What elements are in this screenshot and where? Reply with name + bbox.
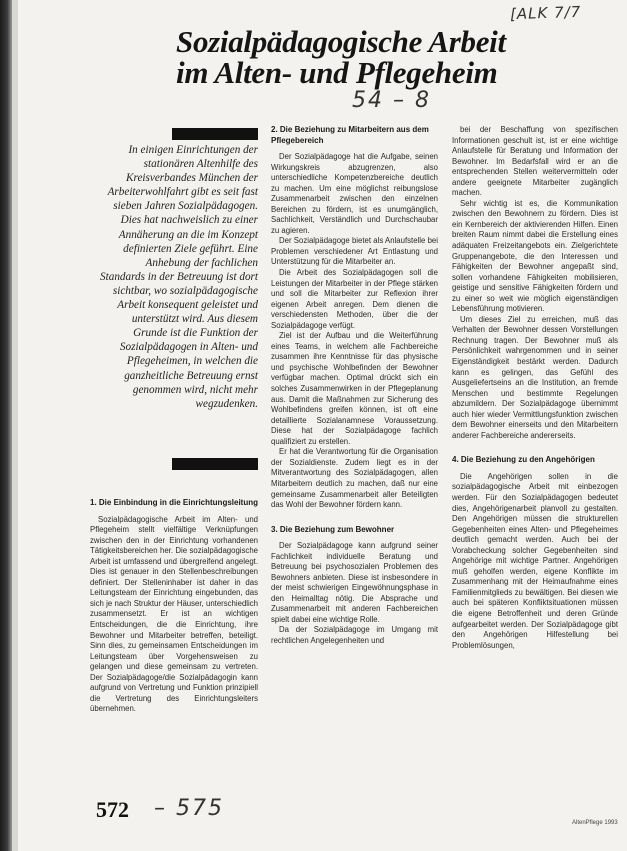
paragraph: Da der Sozialpädagoge im Umgang mit rechtlichen Angelegenheiten und: [271, 625, 438, 646]
section-heading-2: 2. Die Beziehung zu Mitarbeitern aus dem Pflegebereich: [271, 125, 429, 145]
paragraph: Die Arbeit des Sozialpädagogen soll die Leistungen der Mitarbeiter in der Pflege stärken und soll die Mitarbeiter zur Reflexion ihrer eigenen Arbeit anregen. Dem dienen die verschiedensten Methoden, über die der Sozialpädagoge verfügt.: [271, 268, 438, 330]
scan-edge: [0, 0, 12, 851]
column-2: [271, 125, 438, 647]
page-number: 572: [96, 797, 129, 822]
paragraph: Sozialpädagogische Arbeit im Alten- und Pflegeheim stellt vielfältige Verknüpfungen zwischen den in der Einrichtung vorhandenen Tätigkeitsbereichen her. Die sozialpädagogische Arbeit ist umfassend und übergreifend angelegt. Dies ist genauer in den Stellenbeschreibungen definiert. Der Stelleninhaber ist daher in das Leitungsteam der Einrichtung eingebunden, das sich je nach Struktur der Häuser, unterschiedlich zusammensetzt. Er ist an wichtigen Entscheidungen, die die Einrichtung, ihre Bewohner und Mitarbeiter betreffen, beteiligt. Sinn dies, zu gemeinsamen Entscheidungen im Leitungsteam über Vorgehensweisen zu gelangen und diese gemeinsam zu vertreten. Der Sozialpädagoge/die Sozialpädagogin kann aufgrund von Vertretung und Funktion prinzipiell die Vertretung des Einrichtungsleiters übernehmen.: [90, 514, 258, 714]
handwritten-note-top: [ALK 7/7: [509, 2, 582, 24]
paragraph: Die Angehörigen sollen in die sozialpädagogische Arbeit mit einbezogen werden. Für den Sozialpädagogen bedeutet dies, Angehörigenarbeit planvoll zu gestalten. Den Angehörigen müssen die strukturellen Gegebenheiten eines Alten- und Pflegeheimes deutlich gemacht werden. Auch bei der Vorabcheckung solcher Gegebenheiten sind Angehörige mit wichtige Partner. Angehörigen muß geholfen werden, eigene Konflikte im Zusammenhang mit der Heimaufnahme eines Familienmitglieds zu bewältigen. Bei diesen wie auch bei späteren Konfliktsituationen müssen die eigene Betroffenheit und deren Gründe aufgearbeitet werden. Der Sozialpädagoge gibt den Angehörigen Hilfestellung bei Problemlösungen,: [452, 471, 618, 650]
decorative-bar-top: [172, 128, 258, 140]
article-title: [176, 26, 616, 88]
paragraph: Der Sozialpädagoge kann aufgrund seiner Fachlichkeit individuelle Beratung und Betreuung bei psychosozialen Problemen des Bewohners anbieten. Diese ist insbesondere in der meist schwierigen Eingewöhnungsphase in den Heimalltag nötig. Die Absprache und Zusammenarbeit mit anderen Fachbereichen spielt dabei eine wichtige Rolle.: [271, 541, 438, 624]
paragraph: Er hat die Verantwortung für die Organisation der Sozialdienste. Zudem liegt es in der Mitverantwortung des Sozialpädagogen, allen Mitarbeitern deutlich zu machen, daß nur eine gemeinsame Zusammenarbeit aller Beteiligten das Wohl der Bewohner fördern kann.: [271, 447, 438, 510]
title-line-2: im Alten- und Pflegeheim: [176, 55, 498, 90]
column-1: [90, 498, 258, 715]
footer-source: AltenPflege 1993: [572, 820, 618, 826]
paragraph: Sehr wichtig ist es, die Kommunikation zwischen den Bewohnern zu fördern. Dies ist ein Kernbereich der aktivierenden Hilfen. Einen breiten Raum nimmt dabei die Erstellung eines adäquaten Freizeitangebots ein. Zielgerichtete Gruppenangebote, die den Interessen und Fähigkeiten der Bewohner angepaßt sind, sollen vorhandene Fähigkeiten mobilisieren, geistige und sensitive Fähigkeiten fördern und zu einer so weit wie möglich eigenständigen Lebensführung motivieren.: [452, 198, 618, 314]
decorative-bar-bottom: [172, 458, 258, 470]
paragraph: Der Sozialpädagoge hat die Aufgabe, seinen Wirkungskreis abzugrenzen, also unterschiedliche Kompetenzbereiche deutlich zu machen. Um eine möglichst reibungslose Zusammenarbeit zwischen den einzelnen Bereichen zu fördern, ist es unumgänglich, Sachlichkeit, Verständlich und Durchschaubar zu agieren.: [271, 152, 438, 235]
scan-edge-light: [12, 0, 18, 851]
paragraph: Ziel ist der Aufbau und die Weiterführung eines Teams, in welchem alle Fachbereiche zusammen ihre Kenntnisse für das physische und psychische Wohlbefinden der Bewohner verfügbar machen. Optimal drückt sich ein solches Zusammenwirken in der Pflegeplanung aus. Damit die Maßnahmen zur Sicherung des Wohlbefindens greifen können, ist oft eine detaillierte Sozialanamnese Voraussetzung. Diese hat der Sozialpädagoge fachlich qualifiziert zu erstellen.: [271, 331, 438, 446]
paragraph: bei der Beschaffung von spezifischen Informationen geschult ist, ist er eine wichtige Anlaufstelle für Beratung und Information der Bewohner. Im Bedarfsfall wird er an die entsprechenden Stellen weitervermitteln oder andere geeignete Mitarbeiter zugänglich machen.: [452, 125, 618, 198]
handwritten-page-range: – 575: [154, 796, 224, 821]
intro-text: In einigen Einrichtungen der stationären Altenhilfe des Kreisverbandes München der Arbeiterwohlfahrt gibt es seit fast sieben Jahren Sozialpädagogen. Dies hat nachweislich zu einer Annäherung an die im Konzept definierten Ziele geführt. Eine Anhebung der fachlichen Standards in der Betreuung ist dort sichtbar, wo sozialpädagogische Arbeit konsequent geleistet und unterstützt wird. Aus diesem Grunde ist die Funktion der Sozialpädagogen in Alten- und Pflegeheimen, in welchen die ganzheitliche Betreuung ernst genommen wird, nicht mehr wegzudenken.: [100, 144, 258, 410]
title-line-1: Sozialpädagogische Arbeit: [176, 24, 506, 59]
paragraph: Um dieses Ziel zu erreichen, muß das Verhalten der Bewohner dessen Vorstellungen Rechnung tragen. Der Bewohner muß als Persönlichkeit wahrgenommen und in seiner Eigenständigkeit bestärkt werden. Dadurch kann es gelingen, das Gefühl des Ausgeliefertseins an die Institution, an fremde Menschen und bestimmte Regelungen abzumildern. Der Sozialpädagoge übernimmt auch hier wieder Vermittlungsfunktion zwischen dem Bewohner einerseits und den Mitarbeitern anderer Fachbereiche andererseits.: [452, 314, 618, 440]
section-heading-4: 4. Die Beziehung zu den Angehörigen: [452, 455, 595, 465]
section-heading-1: 1. Die Einbindung in die Einrichtungsleitung: [90, 498, 258, 507]
paragraph: Der Sozialpädagoge bietet als Anlaufstelle bei Problemen verschiedener Art Entlastung und Unterstützung für die Mitarbeiter an.: [271, 236, 438, 267]
section-heading-3: 3. Die Beziehung zum Bewohner: [271, 524, 395, 534]
handwritten-note-mid: 54 – 8: [352, 88, 431, 113]
column-3: [452, 125, 618, 651]
